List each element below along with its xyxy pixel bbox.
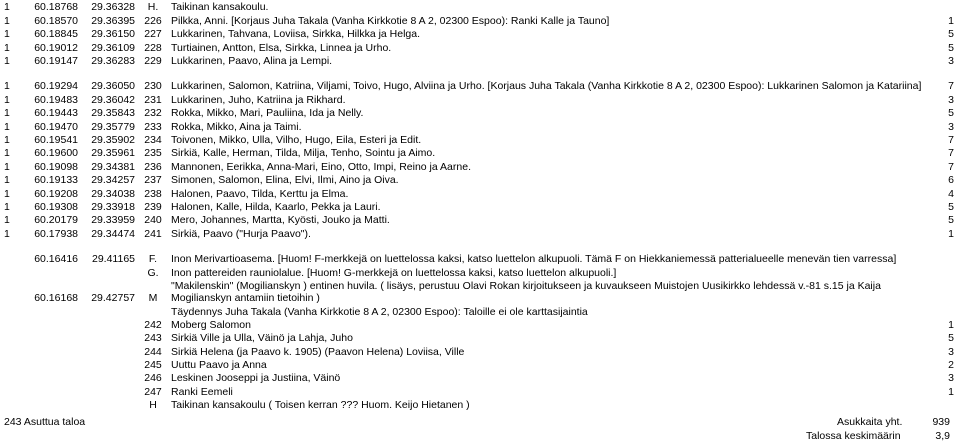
row-index-cell: 1 (4, 93, 10, 106)
table-row (0, 186, 960, 199)
table-row (0, 54, 960, 67)
house-number-cell: 240 (144, 214, 162, 227)
resident-count-cell: 5 (948, 214, 954, 227)
table-row (0, 265, 960, 278)
row-index-cell (0, 304, 22, 317)
table-row (0, 13, 960, 26)
longitude-cell (79, 371, 136, 384)
latitude-cell (22, 371, 79, 384)
house-number-cell: 226 (144, 14, 162, 27)
residents-cell: Lukkarinen, Paavo, Alina ja Lempi. (171, 54, 333, 67)
row-index-cell (0, 279, 22, 305)
row-index-cell: 1 (4, 200, 10, 213)
house-number-cell: 235 (144, 147, 162, 160)
table-row (0, 67, 960, 93)
house-number-cell: 228 (144, 41, 162, 54)
longitude-cell: 29.35843 (91, 107, 135, 120)
table-row (0, 92, 960, 105)
table-row (0, 159, 960, 172)
resident-count-cell: 5 (948, 200, 954, 213)
row-index-cell (0, 344, 22, 357)
longitude-cell: 29.36328 (91, 1, 135, 14)
longitude-cell: 29.36395 (91, 14, 135, 27)
row-index-cell: 1 (4, 80, 10, 93)
row-index-cell (0, 265, 22, 278)
latitude-cell: 60.19133 (34, 174, 78, 187)
longitude-cell (79, 344, 136, 357)
residents-cell: Halonen, Kalle, Hilda, Kaarlo, Pekka ja Lauri. (171, 200, 381, 213)
house-number-cell: 242 (144, 318, 162, 331)
table-row (0, 331, 960, 344)
row-index-cell: 1 (4, 120, 10, 133)
resident-count-cell (930, 265, 960, 278)
house-number-cell: 236 (144, 160, 162, 173)
row-index-cell (0, 398, 22, 411)
resident-count-cell: 1 (948, 385, 954, 398)
table-row (0, 398, 960, 411)
longitude-cell: 29.35902 (91, 134, 135, 147)
latitude-cell (22, 304, 79, 317)
house-number-cell: H (149, 399, 157, 412)
row-index-cell: 1 (4, 227, 10, 240)
table-row (0, 240, 960, 266)
latitude-cell: 60.18845 (34, 28, 78, 41)
row-index-cell: 1 (4, 147, 10, 160)
residents-cell: Taikinan kansakoulu. (171, 1, 269, 14)
resident-count-cell: 5 (948, 107, 954, 120)
longitude-cell (79, 384, 136, 397)
latitude-cell: 60.19541 (34, 134, 78, 147)
residents-cell: Leskinen Jooseppi ja Justiina, Väinö (171, 372, 341, 385)
row-index-cell (0, 331, 22, 344)
resident-count-cell: 1 (948, 318, 954, 331)
latitude-cell (22, 398, 79, 411)
residents-cell: Rokka, Mikko, Aina ja Taimi. (171, 120, 302, 133)
resident-count-cell: 5 (948, 41, 954, 54)
latitude-cell (22, 344, 79, 357)
houses-total-label: 243 Asuttua taloa (4, 416, 86, 428)
resident-count-cell: 5 (948, 332, 954, 345)
resident-count-cell: 7 (948, 147, 954, 160)
house-number-cell: 234 (144, 134, 162, 147)
house-number-cell (136, 304, 170, 317)
residents-cell: Rokka, Mikko, Mari, Pauliina, Ida ja Nelly. (171, 107, 364, 120)
row-index-cell: 1 (4, 14, 10, 27)
resident-count-cell: 3 (948, 120, 954, 133)
latitude-cell: 60.17938 (34, 227, 78, 240)
resident-count-cell: 3 (948, 372, 954, 385)
longitude-cell: 29.36050 (91, 80, 135, 93)
longitude-cell: 29.36283 (91, 54, 135, 67)
longitude-cell (79, 358, 136, 371)
table-row (0, 358, 960, 371)
house-number-cell: F. (148, 253, 158, 266)
resident-count-cell (930, 304, 960, 317)
table-row (0, 371, 960, 384)
house-number-cell: 230 (144, 80, 162, 93)
house-number-cell: H. (147, 1, 159, 14)
table-row (0, 119, 960, 132)
resident-count-cell: 1 (948, 227, 954, 240)
table-row (0, 384, 960, 397)
row-index-cell: 1 (4, 41, 10, 54)
resident-count-cell (930, 240, 960, 266)
table-row (0, 40, 960, 53)
longitude-cell: 29.34474 (91, 227, 135, 240)
residents-cell: Sirkiä Helena (ja Paavo k. 1905) (Paavon Helena) Loviisa, Ville (171, 345, 465, 358)
table-row (0, 200, 960, 213)
residents-cell: Sirkiä, Kalle, Herman, Tilda, Milja, Tenho, Sointu ja Aimo. (171, 147, 436, 160)
table-row (0, 318, 960, 331)
row-index-cell (0, 318, 22, 331)
longitude-cell: 29.35961 (91, 147, 135, 160)
residents-cell: Lukkarinen, Tahvana, Loviisa, Sirkka, Hilkka ja Helga. (171, 28, 421, 41)
house-number-cell: 245 (144, 359, 162, 372)
longitude-cell: 29.33918 (91, 200, 135, 213)
residents-cell: Toivonen, Mikko, Ulla, Vilho, Hugo, Eila, Esteri ja Edit. (171, 134, 422, 147)
residents-cell: Uuttu Paavo ja Anna (171, 359, 267, 372)
residents-cell: "Makilenskin" (Mogilianskyn ) entinen huvila. ( lisäys, perustuu Olavi Rokan kirjoitukseen ja kuvaukseen Muistojen Uusikirkko lehdessä v.-81 s.15 ja Kaija Mogilianskyn antamiin tietoihin ) (171, 280, 881, 305)
latitude-cell: 60.19147 (34, 54, 78, 67)
longitude-cell: 29.42757 (91, 292, 135, 305)
house-number-cell: 244 (144, 345, 162, 358)
latitude-cell: 60.19483 (34, 93, 78, 106)
residents-cell: Simonen, Salomon, Elina, Elvi, Ilmi, Aino ja Oiva. (171, 174, 399, 187)
house-number-cell: 227 (144, 28, 162, 41)
house-number-cell: 237 (144, 174, 162, 187)
resident-count-cell: 7 (948, 160, 954, 173)
longitude-cell (79, 304, 136, 317)
house-number-cell: 247 (144, 385, 162, 398)
house-number-cell: 231 (144, 93, 162, 106)
row-index-cell: 1 (4, 107, 10, 120)
footer-line-2 (0, 430, 960, 444)
longitude-cell (79, 265, 136, 278)
row-index-cell (0, 371, 22, 384)
residents-cell: Lukkarinen, Juho, Katriina ja Rikhard. (171, 93, 346, 106)
latitude-cell: 60.19600 (34, 147, 78, 160)
residents-cell: Turtiainen, Antton, Elsa, Sirkka, Linnea ja Urho. (171, 41, 392, 54)
residents-cell: Lukkarinen, Salomon, Katriina, Viljami, Toivo, Hugo, Alviina ja Urho. [Korjaus Juha Takala (Vanha Kirkkotie 8 A 2, 02300 Espoo): Lukkarinen Salomon ja Katariina] (171, 80, 922, 93)
table-row (0, 106, 960, 119)
resident-count-cell: 4 (948, 187, 954, 200)
residents-cell: Ranki Eemeli (171, 385, 233, 398)
table-row (0, 27, 960, 40)
table-row (0, 213, 960, 226)
footer-line-1 (0, 416, 960, 430)
longitude-cell: 29.34381 (91, 160, 135, 173)
resident-count-cell: 1 (948, 14, 954, 27)
latitude-cell (22, 318, 79, 331)
latitude-cell (22, 358, 79, 371)
latitude-cell: 60.18570 (34, 14, 78, 27)
house-number-cell: G. (147, 266, 159, 279)
resident-count-cell: 2 (948, 359, 954, 372)
resident-count-cell: 3 (948, 54, 954, 67)
row-index-cell: 1 (4, 1, 10, 14)
residents-cell: Pilkka, Anni. [Korjaus Juha Takala (Vanha Kirkkotie 8 A 2, 02300 Espoo): Ranki Kalle ja Tauno] (171, 14, 610, 27)
row-index-cell: 1 (4, 187, 10, 200)
row-index-cell (0, 240, 22, 266)
longitude-cell: 29.35779 (91, 120, 135, 133)
row-index-cell: 1 (4, 214, 10, 227)
longitude-cell (79, 318, 136, 331)
longitude-cell: 29.36042 (91, 93, 135, 106)
longitude-cell: 29.36109 (91, 41, 135, 54)
resident-count-cell: 7 (948, 80, 954, 93)
row-index-cell: 1 (4, 134, 10, 147)
resident-count-cell: 3 (948, 345, 954, 358)
residents-cell: Mero, Johannes, Martta, Kyösti, Jouko ja Matti. (171, 214, 390, 227)
table-row (0, 0, 960, 13)
house-number-cell: 233 (144, 120, 162, 133)
longitude-cell (79, 398, 136, 411)
table-row (0, 304, 960, 317)
resident-count-cell (930, 279, 960, 305)
longitude-cell (79, 331, 136, 344)
row-index-cell (0, 358, 22, 371)
residents-cell: Sirkiä Ville ja Ulla, Väinö ja Lahja, Juho (171, 332, 353, 345)
residents-cell: Sirkiä, Paavo ("Hurja Paavo"). (171, 227, 311, 240)
longitude-cell: 29.33959 (91, 214, 135, 227)
average-value: 3,9 (935, 430, 950, 442)
house-number-cell: 232 (144, 107, 162, 120)
latitude-cell: 60.19098 (34, 160, 78, 173)
latitude-cell: 60.19308 (34, 200, 78, 213)
latitude-cell: 60.19443 (34, 107, 78, 120)
residents-total-value: 939 (932, 416, 950, 428)
row-index-cell (0, 384, 22, 397)
residents-cell: Inon pattereiden rauniolalue. [Huom! G-merkkejä on luettelossa kaksi, katso luettelon alkupuoli.] (171, 266, 617, 279)
residents-cell: Inon Merivartioasema. [Huom! F-merkkejä on luettelossa kaksi, katso luettelon alkupuoli. Tämä F on Hiekkaniemessä patterialueelle menevän tien varressa] (171, 253, 897, 266)
resident-count-cell: 7 (948, 134, 954, 147)
resident-count-cell: 3 (948, 93, 954, 106)
resident-count-cell: 6 (948, 174, 954, 187)
residents-cell: Halonen, Paavo, Tilda, Kerttu ja Elma. (171, 187, 349, 200)
table-row (0, 226, 960, 239)
house-number-cell: 246 (144, 372, 162, 385)
resident-count-cell: 5 (948, 28, 954, 41)
house-number-cell: 241 (144, 227, 162, 240)
row-index-cell: 1 (4, 28, 10, 41)
residents-cell: Täydennys Juha Takala (Vanha Kirkkotie 8 A 2, 02300 Espoo): Taloille ei ole karttasijaintia (171, 305, 588, 318)
longitude-cell: 29.36150 (91, 28, 135, 41)
latitude-cell (22, 265, 79, 278)
longitude-cell: 29.41165 (91, 253, 135, 266)
latitude-cell: 60.20179 (34, 214, 78, 227)
table-row (0, 146, 960, 159)
latitude-cell: 60.19470 (34, 120, 78, 133)
resident-count-cell (930, 398, 960, 411)
latitude-cell: 60.16416 (34, 253, 78, 266)
residents-cell: Mannonen, Eerikka, Anna-Mari, Eino, Otto, Impi, Reino ja Aarne. (171, 160, 471, 173)
average-label: Talossa keskimäärin (806, 430, 901, 442)
residents-total-label: Asukkaita yht. (837, 416, 903, 428)
table-row (0, 344, 960, 357)
resident-count-cell (930, 0, 960, 13)
row-index-cell: 1 (4, 54, 10, 67)
house-number-cell: 229 (144, 54, 162, 67)
table-row (0, 133, 960, 146)
house-number-cell: 243 (144, 332, 162, 345)
latitude-cell: 60.18768 (34, 1, 78, 14)
latitude-cell: 60.16168 (34, 292, 78, 305)
house-number-cell: 239 (144, 200, 162, 213)
residents-cell: Taikinan kansakoulu ( Toisen kerran ??? Huom. Keijo Hietanen ) (171, 399, 470, 412)
house-number-cell: 238 (144, 187, 162, 200)
longitude-cell: 29.34257 (91, 174, 135, 187)
table-row (0, 279, 960, 305)
latitude-cell: 60.19208 (34, 187, 78, 200)
longitude-cell: 29.34038 (91, 187, 135, 200)
latitude-cell: 60.19012 (34, 41, 78, 54)
house-number-cell: M (148, 292, 158, 305)
row-index-cell: 1 (4, 160, 10, 173)
residents-cell: Moberg Salomon (171, 318, 251, 331)
latitude-cell (22, 384, 79, 397)
latitude-cell: 60.19294 (34, 80, 78, 93)
latitude-cell (22, 331, 79, 344)
row-index-cell: 1 (4, 174, 10, 187)
table-row (0, 173, 960, 186)
